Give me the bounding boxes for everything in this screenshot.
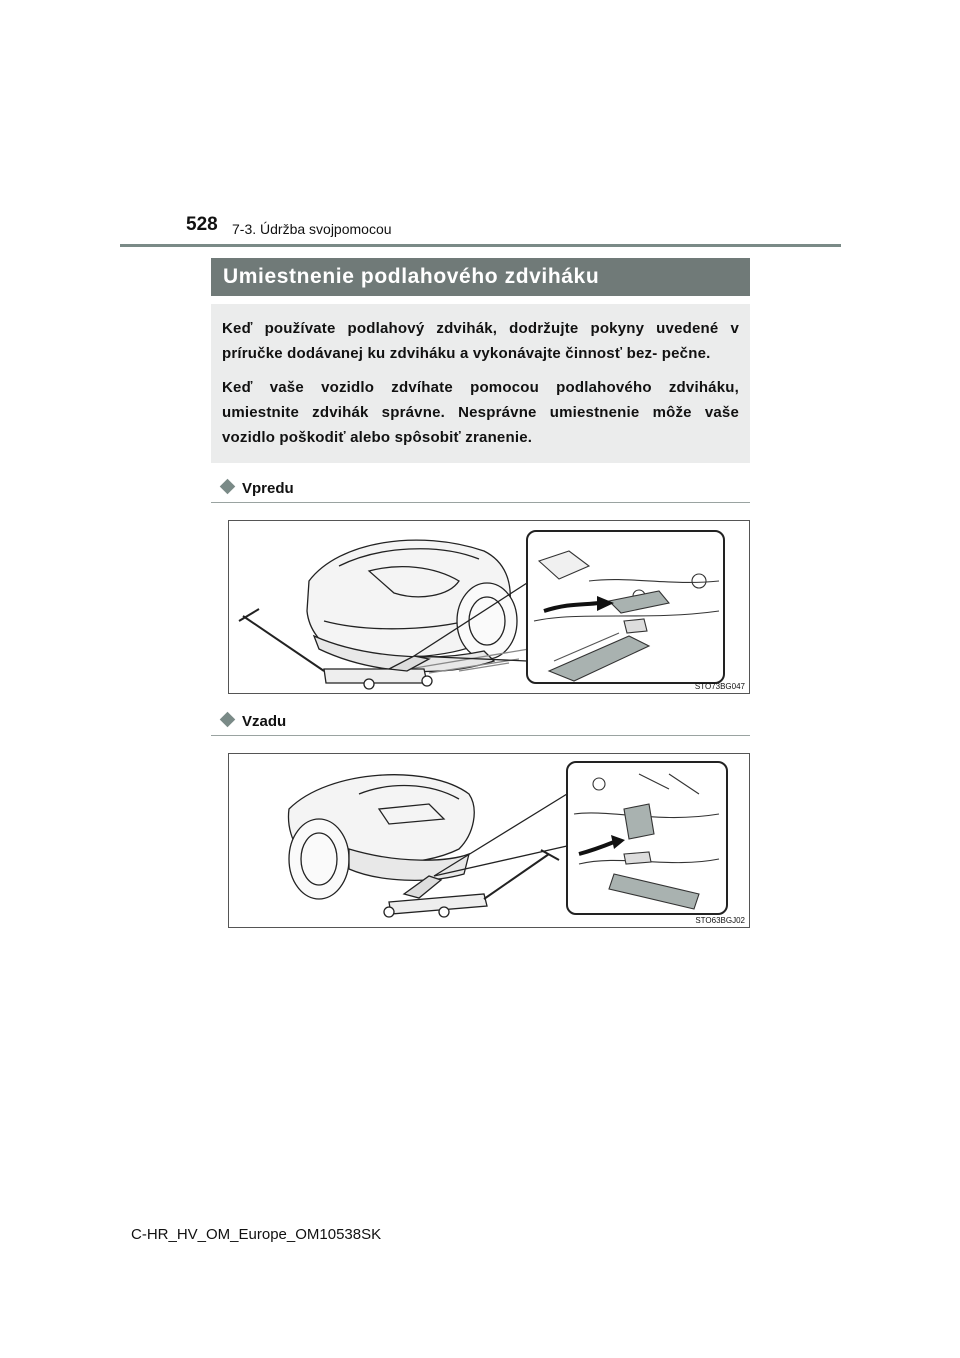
rear-jack-illustration <box>228 753 750 928</box>
front-figure-code: STO73BG047 <box>694 682 745 691</box>
rear-heading-label: Vzadu <box>242 713 287 730</box>
footer-document-id: C-HR_HV_OM_Europe_OM10538SK <box>131 1226 382 1243</box>
header-divider <box>120 244 841 247</box>
front-heading <box>220 480 294 497</box>
page-number: 528 <box>186 214 218 235</box>
rear-car-jack-drawing <box>229 754 749 927</box>
diamond-bullet-icon <box>220 712 236 728</box>
diamond-bullet-icon <box>220 479 236 495</box>
rear-figure-code: STO63BGJ02 <box>695 916 745 925</box>
front-jack-illustration <box>228 520 750 694</box>
front-heading-rule <box>211 502 750 503</box>
intro-paragraph-1: Keď používate podlahový zdvihák, dodržujte pokyny uvedené v príručke dodávanej ku zdviháku a vykonávajte činnosť bez- pečne. <box>222 320 739 362</box>
intro-box <box>211 304 750 463</box>
rear-heading <box>220 713 286 730</box>
rear-heading-rule <box>211 735 750 736</box>
section-title: Umiestnenie podlahového zdviháku <box>211 258 750 296</box>
section-reference: 7-3. Údržba svojpomocou <box>232 221 392 237</box>
front-car-jack-drawing <box>229 521 749 693</box>
intro-paragraph-2: Keď vaše vozidlo zdvíhate pomocou podlahového zdviháku, umiestnite zdvihák správne. Nesprávne umiestnenie môže vaše vozidlo poškodiť alebo spôsobiť zranenie. <box>222 379 739 446</box>
front-heading-label: Vpredu <box>242 480 294 497</box>
